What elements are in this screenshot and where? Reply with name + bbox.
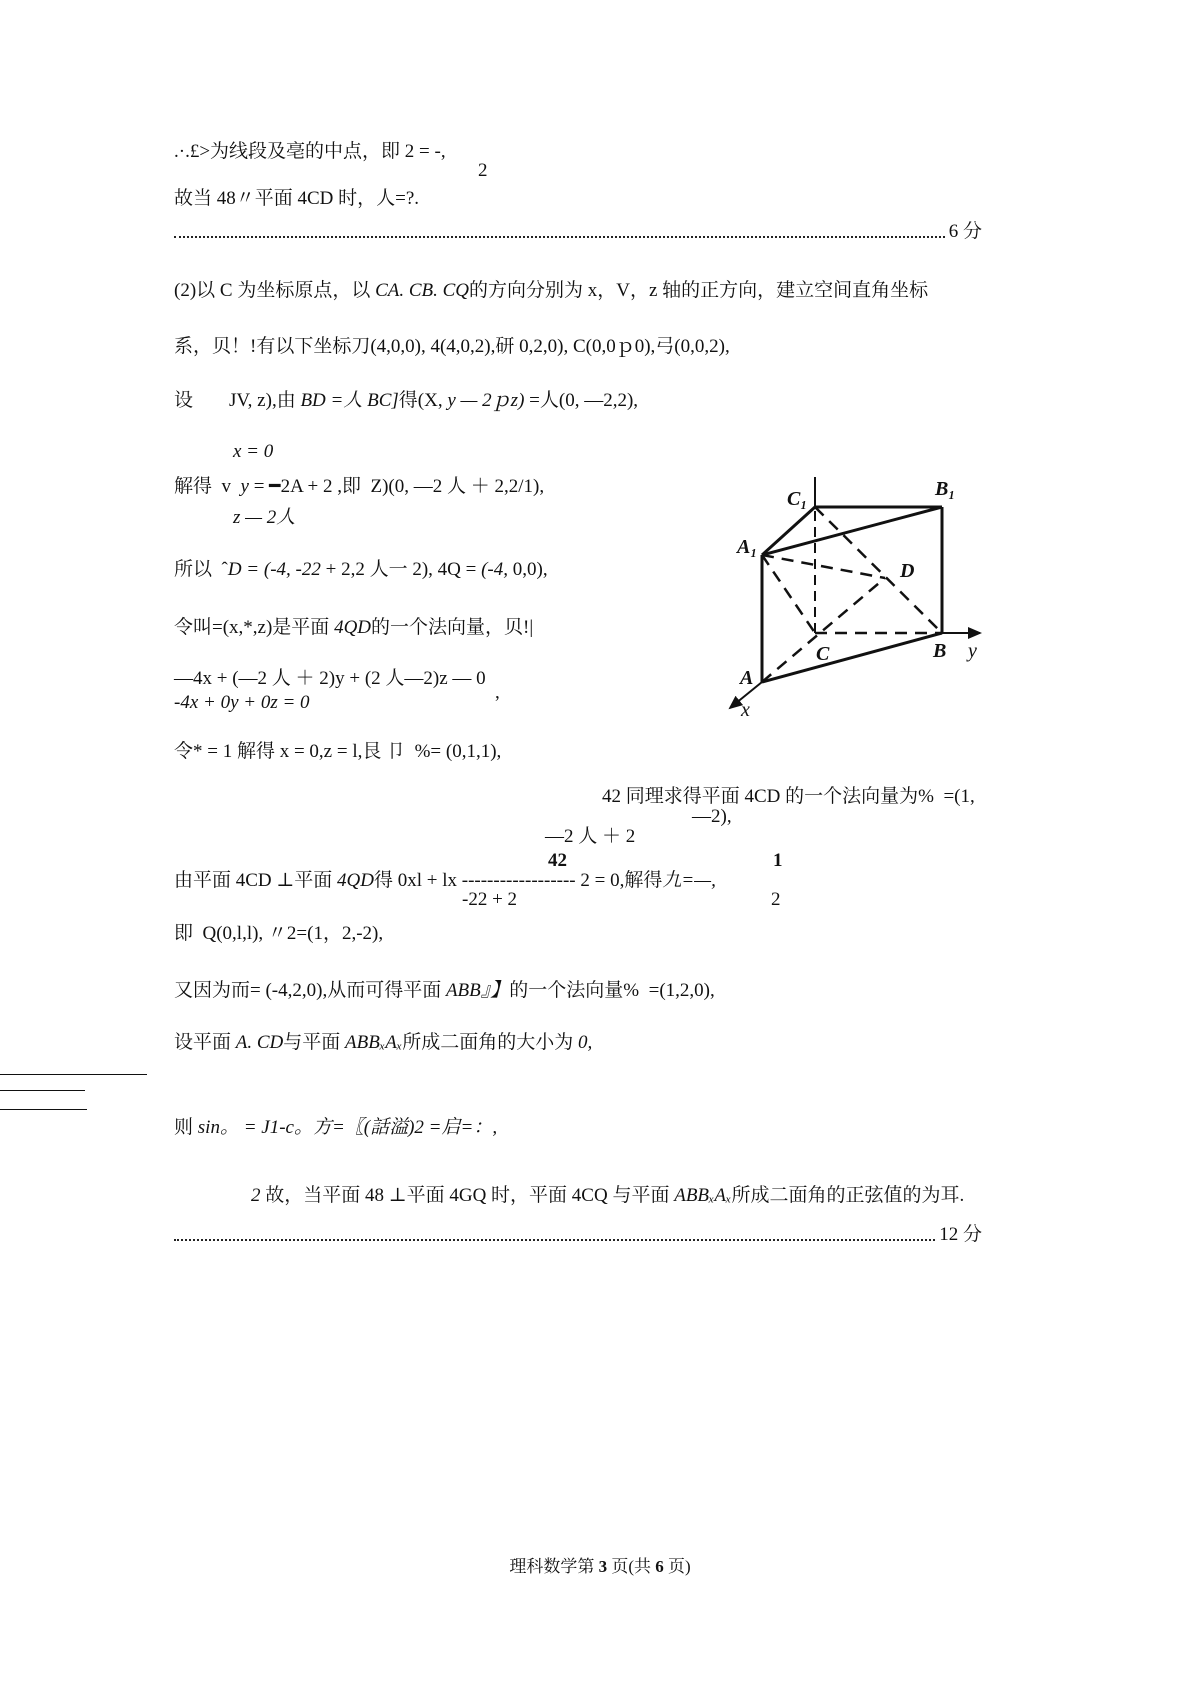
- dashed-a1-d: [762, 555, 885, 578]
- text: 页(共: [607, 1557, 656, 1576]
- text: 与平面: [283, 1032, 346, 1053]
- math: 2: [251, 1185, 261, 1206]
- math: 0,: [578, 1032, 593, 1053]
- text: 0,0),: [508, 559, 548, 580]
- text: 解得 v: [174, 476, 241, 497]
- label-x-axis: x: [741, 699, 750, 721]
- page-number: 3: [598, 1557, 608, 1576]
- math: ABBₓAₓ: [345, 1032, 403, 1053]
- page-total: 6: [655, 1557, 664, 1576]
- dashed-c1-b: [815, 507, 942, 633]
- text: 理科数学第: [509, 1557, 599, 1576]
- fraction-denominator: -22 + 2: [462, 889, 518, 910]
- page-footer: [0, 1556, 1200, 1578]
- math: 九=—,: [662, 870, 716, 891]
- math: y: [240, 476, 249, 497]
- text-line-point-d: 即 Q(0,l,l), 〃2=(1，2,-2),: [174, 923, 384, 944]
- text: 的方向分别为 x，V，z 轴的正方向，建立空间直角坐标: [469, 280, 929, 301]
- label-b: B: [933, 640, 947, 662]
- fraction-numerator: 1: [773, 850, 783, 871]
- math: A. CD: [235, 1032, 284, 1053]
- text: 得(X,: [398, 390, 448, 411]
- text: 的一个法向量，贝!|: [371, 617, 534, 638]
- text-line-midpoint: .·.£>为线段及亳的中点，即 2 = -,: [174, 141, 446, 162]
- math: ABBₓAₓ: [674, 1185, 732, 1206]
- text-line-similar: 42 同理求得平面 4CD 的一个法向量为% =(1,: [602, 786, 975, 807]
- math: 4QD: [334, 617, 372, 638]
- math: 4QD: [337, 870, 374, 891]
- text: 令叫=(x,*,z)是平面: [174, 617, 335, 638]
- text: 页): [663, 1557, 691, 1576]
- equation-x: x = 0: [233, 441, 274, 462]
- text: 所成二面角的正弦值的为耳.: [731, 1185, 965, 1206]
- text: 设: [174, 390, 194, 411]
- edge-a-b: [762, 633, 942, 682]
- fraction-numerator: 42: [548, 850, 567, 871]
- label-d: D: [900, 560, 915, 582]
- label-c1: C₁: [787, 488, 808, 510]
- text: (2)以 C 为坐标原点，以: [174, 280, 376, 301]
- text: + 2,2 人一 2), 4Q =: [320, 559, 482, 580]
- text: 的一个法向量% =(1,2,0),: [509, 980, 715, 1001]
- text: 则: [174, 1117, 198, 1138]
- score-6: 6 分: [948, 221, 982, 242]
- text-line-conclusion-1: 故当 48〃平面 4CD 时，人=?.: [174, 188, 420, 209]
- math: D = (-4, -22: [227, 559, 321, 580]
- label-y-axis: y: [968, 640, 977, 662]
- equation-system-1: —4x + (—2 人 ＋ 2)y + (2 人—2)z — 0: [174, 668, 486, 689]
- label-a: A: [740, 667, 754, 689]
- text: JV, z),由: [229, 390, 301, 411]
- fraction-denominator: 2: [771, 889, 781, 910]
- score-12: 12 分: [939, 1224, 982, 1245]
- text: 设平面: [174, 1032, 236, 1053]
- label-b1: B₁: [935, 478, 956, 500]
- math: ABB』】: [445, 980, 510, 1001]
- equation-comma: ,: [495, 682, 500, 703]
- text: = ━2A + 2 ,即 Z)(0, —2 人 ＋ 2,2/1),: [248, 476, 545, 497]
- text: 所以 ˆ: [174, 559, 228, 580]
- math: sin。 = J1-c。方=〖(話溢)2 =启=：,: [197, 1117, 498, 1138]
- text: =人(0, —2,2),: [524, 390, 639, 411]
- math: CA. CB. CQ: [375, 280, 470, 301]
- math: y — 2ｐz): [447, 390, 525, 411]
- fraction-denominator-lambda: —2 人 ＋ 2: [545, 826, 636, 847]
- text: 故，当平面 48 ⊥平面 4GQ 时，平面 4CQ 与平面: [260, 1185, 675, 1206]
- text: 所成二面角的大小为: [402, 1032, 579, 1053]
- math: BD =人 BC]: [300, 390, 399, 411]
- text-line-similar-cont: —2),: [692, 806, 732, 827]
- text: 由平面 4CD ⊥平面: [174, 870, 338, 891]
- label-c: C: [816, 643, 830, 665]
- text-line-solution-n1: 令* = 1 解得 x = 0,z = l,艮 卩 %= (0,1,1),: [174, 741, 502, 762]
- dashed-a1-c: [762, 555, 815, 633]
- equation-system-2: -4x + 0y + 0z = 0: [174, 692, 310, 713]
- fraction-denominator: 2: [478, 160, 488, 181]
- text: 得 0xl + lx ------------------ 2 = 0,解得: [373, 870, 663, 891]
- text: 又因为而= (-4,2,0),从而可得平面: [174, 980, 446, 1001]
- label-a1: A₁: [737, 536, 758, 558]
- text-line-coordinates: 系，贝！!有以下坐标刀(4,0,0), 4(4,0,2),研 0,2,0), C(0,0ｐ0),弓(0,0,2),: [174, 336, 730, 357]
- equation-z: z — 2人: [233, 507, 296, 528]
- math: (-4,: [481, 559, 508, 580]
